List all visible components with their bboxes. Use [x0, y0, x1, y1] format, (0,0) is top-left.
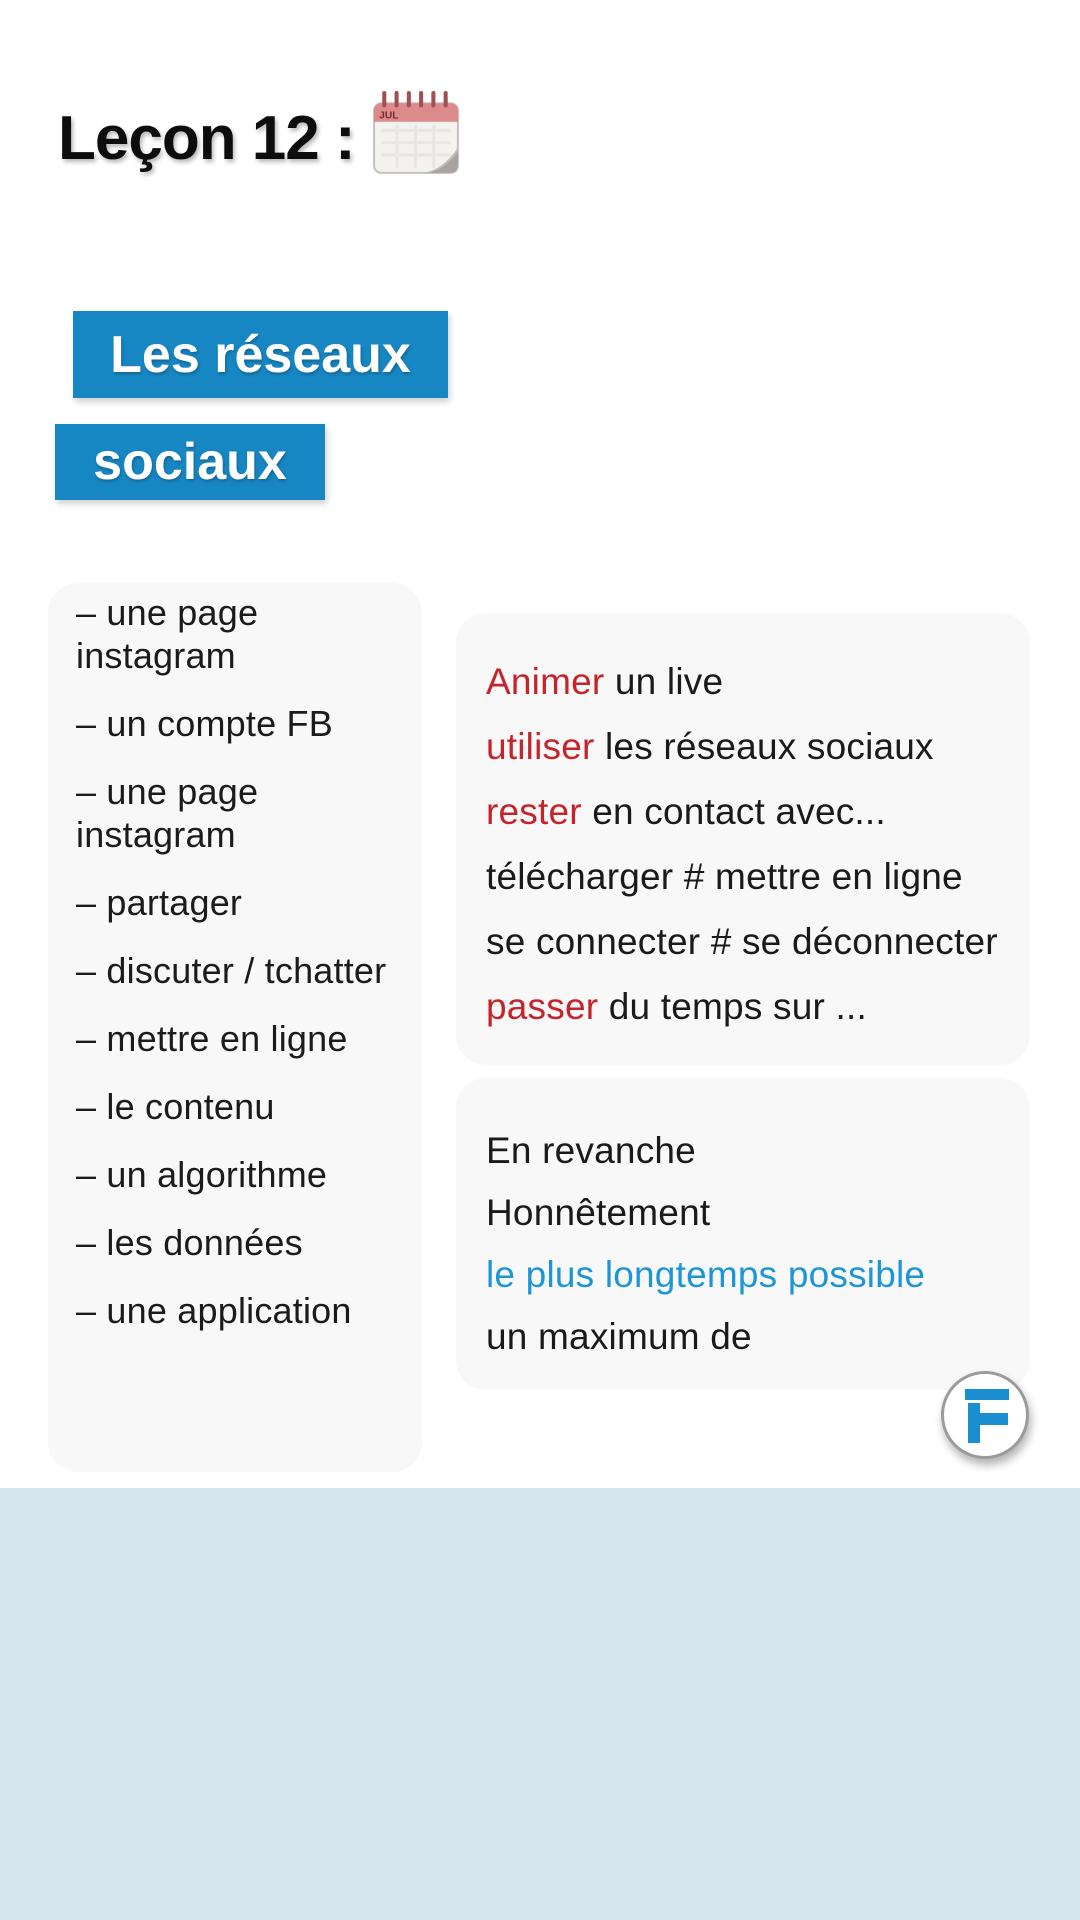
vocab-item: – une page instagram — [76, 592, 259, 676]
expression-line — [486, 974, 1030, 1039]
phrase-segment-dark: En revanche — [486, 1130, 696, 1171]
topic-highlight-line1: Les réseaux — [73, 311, 448, 398]
vocab-item: – partager — [76, 882, 243, 923]
expression-line — [486, 649, 1030, 714]
phrase-segment-dark: un live — [604, 661, 724, 702]
vocabulary-list — [76, 591, 400, 1332]
vocab-item: – le contenu — [76, 1086, 275, 1127]
phrase-segment-dark: Honnêtement — [486, 1192, 711, 1233]
connector-line — [486, 1182, 1030, 1244]
phrase-segment-dark: du temps sur ... — [598, 986, 867, 1027]
connectors-list — [486, 1120, 1030, 1368]
connector-line — [486, 1120, 1030, 1182]
vocab-item: – les données — [76, 1222, 303, 1263]
f-letter-icon — [955, 1383, 1015, 1447]
vocab-item: – une application — [76, 1290, 352, 1331]
phrase-segment-dark: en contact avec... — [581, 791, 886, 832]
expressions-list — [486, 649, 1030, 1039]
spiral-calendar-icon — [371, 90, 461, 180]
connector-line — [486, 1306, 1030, 1368]
expression-line — [486, 714, 1030, 779]
vocab-item: – un algorithme — [76, 1154, 328, 1195]
expression-line — [486, 779, 1030, 844]
header — [58, 96, 461, 180]
vocab-item: – discuter / tchatter — [76, 950, 387, 991]
phrase-segment-red: rester — [486, 791, 582, 832]
connectors-card — [456, 1078, 1030, 1390]
page-title: Leçon 12 : — [58, 103, 355, 173]
calendar-month-label: JUL — [378, 110, 399, 122]
vocabulary-card — [48, 583, 422, 1472]
phrase-segment-dark: un maximum de — [486, 1316, 752, 1357]
phrase-segment-dark: se connecter # se déconnecter — [486, 921, 998, 962]
phrase-segment-dark: télécharger # mettre en ligne — [486, 856, 963, 897]
phrase-segment-blue: le plus longtemps possible — [486, 1254, 926, 1295]
topic-highlight-line2: sociaux — [55, 424, 325, 500]
vocab-item: – un compte FB — [76, 703, 333, 744]
brand-logo — [941, 1371, 1029, 1459]
connector-line — [486, 1244, 1030, 1306]
vocab-item: – une page instagram — [76, 771, 259, 855]
phrase-segment-red: Animer — [486, 661, 605, 702]
phrase-segment-red: utiliser — [486, 726, 595, 767]
footer-band — [0, 1488, 1080, 1920]
expression-line — [486, 844, 1030, 909]
expression-line — [486, 909, 1030, 974]
phrase-segment-red: passer — [486, 986, 599, 1027]
phrase-segment-dark: les réseaux sociaux — [594, 726, 934, 767]
expressions-card — [456, 613, 1030, 1065]
vocab-item: – mettre en ligne — [76, 1018, 348, 1059]
